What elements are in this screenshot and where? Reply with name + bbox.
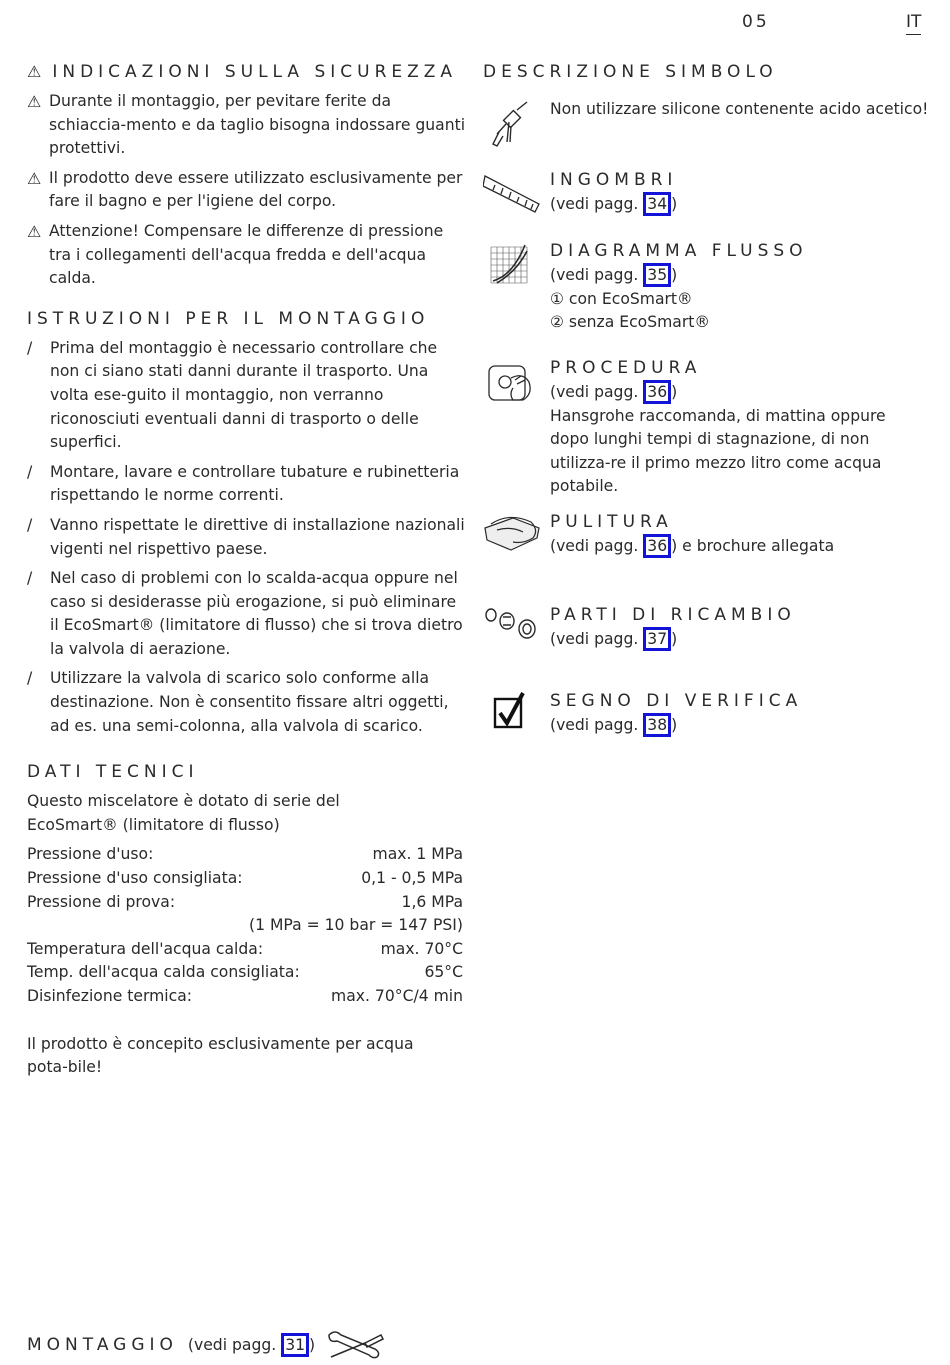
page-ref-link[interactable]: 35 xyxy=(643,263,671,287)
safety-item: ⚠ Il prodotto deve essere utilizzato esclusivamente per fare il bagno e per l'igiene del corpo. xyxy=(27,167,467,214)
safety-item: ⚠ Durante il montaggio, per pevitare ferite da schiaccia-mento e da taglio bisogna indossare guanti protettivi. xyxy=(27,90,467,161)
instruction-item: / Nel caso di problemi con lo scalda-acqua oppure nel caso si desiderasse più erogazione, si può eliminare il EcoSmart® (limitatore di flusso) che si trova dietro la valvola di aerazione. xyxy=(27,569,463,658)
tech-row: Pressione d'uso consigliata: 0,1 - 0,5 MPa xyxy=(27,869,463,888)
instruction-item: / Prima del montaggio è necessario controllare che non ci siano stati danni durante il trasporto. Una volta ese-guito il montaggio, non verranno riconosciuti eventuali danni di trasporto o delle superfici. xyxy=(27,338,438,452)
page-ref-link[interactable]: 37 xyxy=(643,627,671,651)
wrench-screwdriver-icon xyxy=(325,1327,385,1363)
language-label: IT xyxy=(906,12,921,35)
safety-heading: ⚠ INDICAZIONI SULLA SICUREZZA xyxy=(27,62,458,82)
tech-table xyxy=(27,843,463,1008)
checkmark-box-icon xyxy=(483,689,541,741)
tech-section xyxy=(27,760,467,1080)
instructions-section xyxy=(27,307,467,739)
tech-row: Temp. dell'acqua calda consigliata: 65°C xyxy=(27,963,463,982)
flow-diagram-icon xyxy=(483,241,541,293)
page-ref-link[interactable]: 38 xyxy=(643,713,671,737)
spare-parts-icon xyxy=(483,603,541,655)
right-column: DESCRIZIONE SIMBOLO Non utilizzare silicone contenente acido acetico! INGOMBRI (vedi pagg. 34 ) DIAGRAMMA FLUSSO (vedi pagg. 35 ) ① con EcoSmart® ② senza EcoSmart® PROCEDURA (vedi pagg. 36 ) Hansgrohe raccomanda, di mattina oppure dopo lunghi tempi di stagnazione, di non utilizza-re il primo mezzo litro come acqua potabile. PULITURA (vedi pagg. 36 ) e brochure allegata PARTI DI RICAMBIO (vedi pagg. 37 ) SEGNO DI VERIFICA (vedi pagg. 38 ) xyxy=(483,60,933,84)
tech-heading: DATI TECNICI xyxy=(27,762,199,783)
footer: MONTAGGIO (vedi pagg. 31 ) xyxy=(27,1325,385,1365)
page-ref-link[interactable]: 31 xyxy=(281,1333,309,1357)
instructions-heading: ISTRUZIONI PER IL MONTAGGIO xyxy=(27,308,430,329)
cleaning-hand-icon xyxy=(483,510,541,562)
tech-intro: Questo miscelatore è dotato di serie del EcoSmart® (limitatore di flusso) xyxy=(27,792,340,834)
safety-section xyxy=(27,60,467,291)
page-ref-link[interactable]: 36 xyxy=(643,380,671,404)
hand-turning-icon xyxy=(483,358,541,410)
tech-row: (1 MPa = 10 bar = 147 PSI) xyxy=(248,916,463,935)
footer-heading: MONTAGGIO xyxy=(27,1335,178,1355)
warning-icon: ⚠ xyxy=(27,168,42,188)
left-column xyxy=(27,60,467,1080)
ruler-icon xyxy=(483,170,541,222)
symbols-heading: DESCRIZIONE SIMBOLO xyxy=(483,62,778,82)
tech-note: Il prodotto è concepito esclusivamente per acqua pota-bile! xyxy=(27,1034,414,1077)
instruction-item: / Utilizzare la valvola di scarico solo conforme alla destinazione. Non è consentito fissare altri oggetti, ad es. una semi-colonna, alla valvola di scarico. xyxy=(27,669,449,735)
warning-icon: ⚠ xyxy=(27,92,42,111)
instruction-item: / Montare, lavare e controllare tubature e rubinetteria rispettando le norme correnti. xyxy=(27,462,460,505)
page-number: 05 xyxy=(742,12,770,32)
silicone-gun-icon xyxy=(483,100,541,152)
instruction-item: / Vanno rispettate le direttive di installazione nazionali vigenti nel rispettivo paese. xyxy=(27,515,465,558)
warning-icon: ⚠ xyxy=(27,62,47,81)
safety-item: ⚠ Attenzione! Compensare le differenze di pressione tra i collegamenti dell'acqua fredda e dell'acqua calda. xyxy=(27,220,467,291)
tech-row: Pressione di prova: 1,6 MPa xyxy=(27,892,463,911)
tech-row: Temperatura dell'acqua calda: max. 70°C xyxy=(27,939,463,958)
tech-row: Disinfezione termica: max. 70°C/4 min xyxy=(27,987,463,1005)
page-ref-link[interactable]: 34 xyxy=(643,192,671,216)
page-ref-link[interactable]: 36 xyxy=(643,534,671,558)
warning-icon: ⚠ xyxy=(27,221,42,241)
tech-row: Pressione d'uso: max. 1 MPa xyxy=(27,845,463,864)
